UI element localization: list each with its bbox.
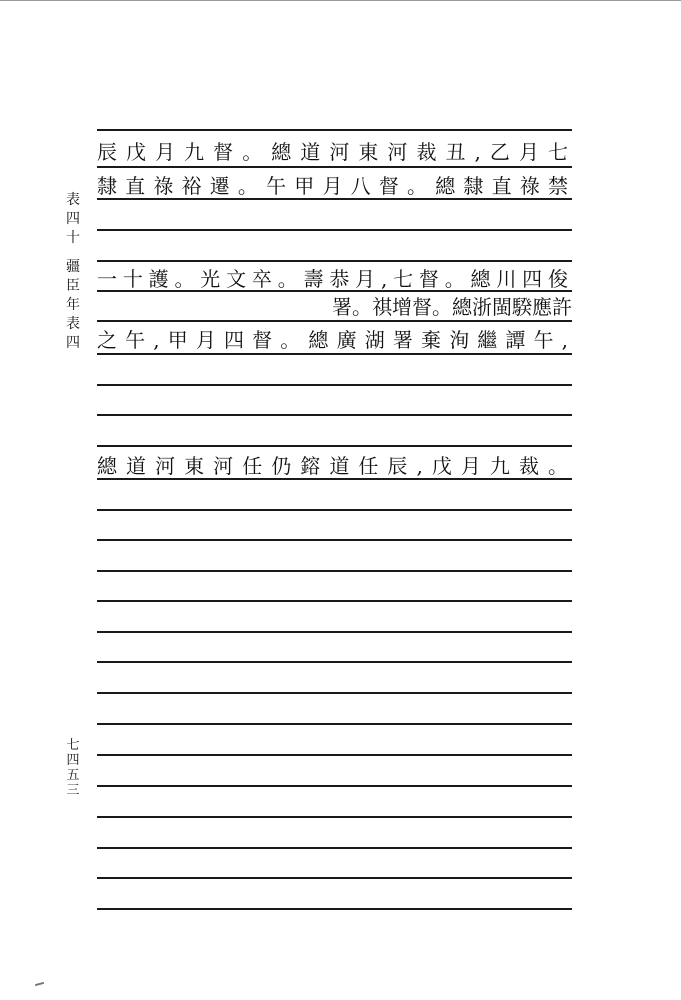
- row-text: 之午,甲月四督。總廣湖署棄洵繼譚午,: [97, 328, 577, 352]
- table-rule: [97, 847, 572, 849]
- table-rule: [97, 260, 572, 262]
- scan-mark: [35, 982, 44, 986]
- table-rule: [97, 539, 572, 541]
- table-rule: [97, 692, 572, 694]
- table-rule: [97, 384, 572, 386]
- table-row: [97, 292, 572, 322]
- table-rule: [97, 445, 572, 447]
- table-rule: [97, 509, 572, 511]
- table-rule: [97, 129, 572, 131]
- table-rule: [97, 631, 572, 633]
- table-row: [97, 137, 578, 167]
- running-title-part2: 疆臣年表四: [66, 259, 80, 351]
- page-number: 七四五三: [66, 738, 80, 798]
- running-title-part1: 表四十: [66, 192, 80, 246]
- table-row: [97, 325, 577, 355]
- table-rule: [97, 570, 572, 572]
- table-rule: [97, 785, 572, 787]
- row-text: 總道河東河任仍鎔道任辰,戊月九裁。: [97, 454, 578, 478]
- row-text: 一十護。光文卒。壽恭月,七督。總川四俊: [97, 267, 574, 291]
- table-row: [97, 264, 572, 294]
- table-rule: [97, 414, 572, 416]
- running-title: [64, 191, 82, 353]
- table-rule: [97, 229, 572, 231]
- table-row: [97, 451, 578, 481]
- table-rule: [97, 723, 572, 725]
- table-rule: [97, 661, 572, 663]
- table-row: [97, 171, 577, 201]
- row-text: 辰戊月九督。總道河東河裁丑,乙月七: [97, 140, 578, 164]
- table-rule: [97, 877, 572, 879]
- page-top-edge: [0, 0, 681, 1]
- table-rule: [97, 600, 572, 602]
- table-rule: [97, 754, 572, 756]
- row-text: 隸直祿裕遷。午甲月八督。總隸直祿禁: [97, 174, 577, 198]
- table-rule: [97, 816, 572, 818]
- table-rule: [97, 908, 572, 910]
- row-text: 署。祺增督。總浙閩騤應許: [332, 295, 572, 319]
